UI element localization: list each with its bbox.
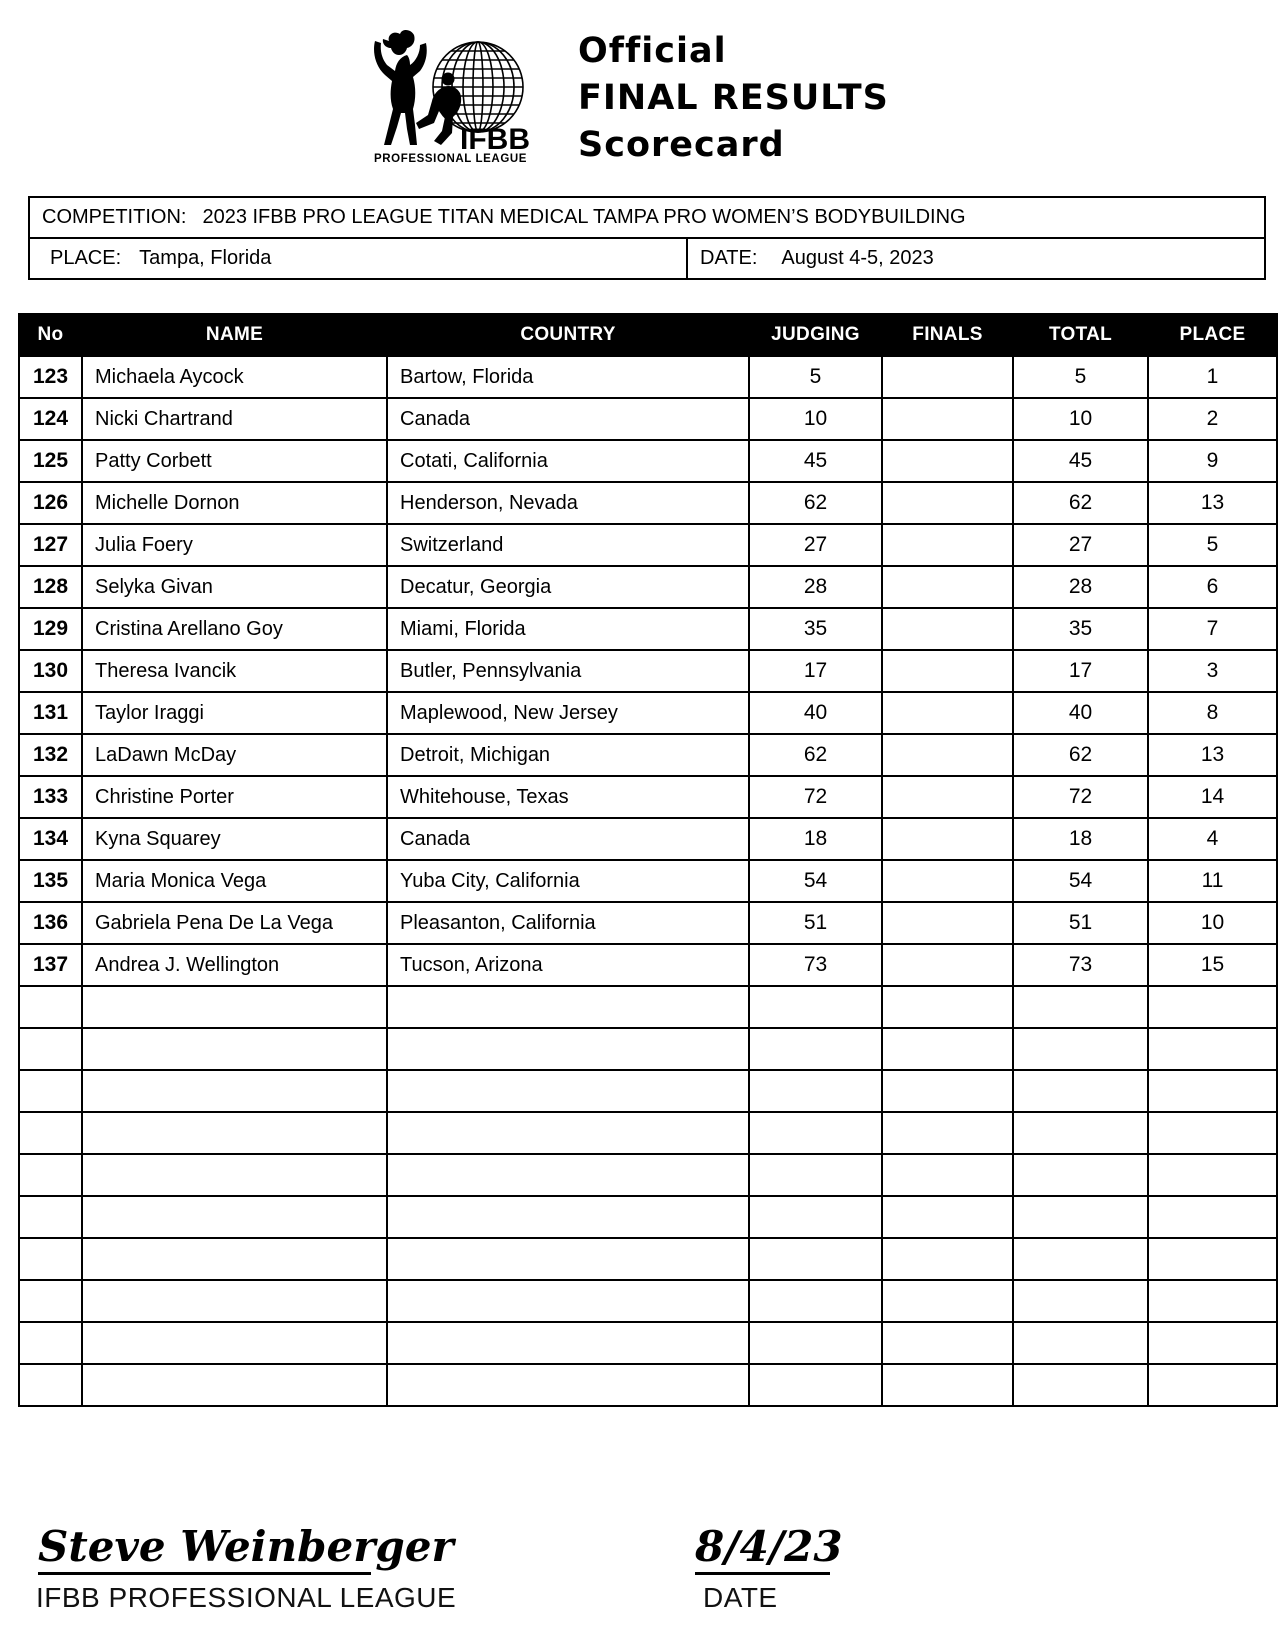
cell-country: Bartow, Florida xyxy=(387,356,749,398)
empty-cell xyxy=(82,986,387,1028)
empty-cell xyxy=(387,1364,749,1406)
cell-judging: 18 xyxy=(749,818,882,860)
cell-country: Detroit, Michigan xyxy=(387,734,749,776)
cell-place: 8 xyxy=(1148,692,1277,734)
column-header-no: No xyxy=(19,314,82,356)
cell-name: Kyna Squarey xyxy=(82,818,387,860)
cell-judging: 73 xyxy=(749,944,882,986)
ifbb-logo xyxy=(352,25,537,165)
empty-cell xyxy=(882,1196,1013,1238)
empty-cell xyxy=(1013,986,1148,1028)
date-label: DATE: xyxy=(700,247,758,269)
cell-name: Theresa Ivancik xyxy=(82,650,387,692)
column-header-total: TOTAL xyxy=(1013,314,1148,356)
cell-name: Cristina Arellano Goy xyxy=(82,608,387,650)
title-line-scorecard: Scorecard xyxy=(578,125,785,165)
title-line-official: Official xyxy=(578,31,727,71)
table-row xyxy=(19,944,1277,986)
cell-country: Whitehouse, Texas xyxy=(387,776,749,818)
column-header-country: COUNTRY xyxy=(387,314,749,356)
empty-cell xyxy=(387,1028,749,1070)
cell-judging: 51 xyxy=(749,902,882,944)
empty-cell xyxy=(387,1280,749,1322)
cell-total: 17 xyxy=(1013,650,1148,692)
empty-cell xyxy=(387,1070,749,1112)
cell-finals xyxy=(882,902,1013,944)
results-table-body xyxy=(19,356,1277,1406)
empty-cell xyxy=(1148,1364,1277,1406)
empty-cell xyxy=(387,1238,749,1280)
empty-cell xyxy=(19,1364,82,1406)
cell-country: Yuba City, California xyxy=(387,860,749,902)
empty-cell xyxy=(1013,1154,1148,1196)
competition-value: 2023 IFBB PRO LEAGUE TITAN MEDICAL TAMPA PRO WOMEN’S BODYBUILDING xyxy=(202,206,966,228)
cell-judging: 54 xyxy=(749,860,882,902)
table-row xyxy=(19,398,1277,440)
results-table xyxy=(18,313,1278,1407)
table-row xyxy=(19,734,1277,776)
table-row xyxy=(19,524,1277,566)
cell-country: Canada xyxy=(387,398,749,440)
cell-no: 129 xyxy=(19,608,82,650)
empty-table-row xyxy=(19,1364,1277,1406)
cell-name: Christine Porter xyxy=(82,776,387,818)
competition-label: COMPETITION: xyxy=(42,206,187,228)
cell-country: Miami, Florida xyxy=(387,608,749,650)
cell-no: 135 xyxy=(19,860,82,902)
empty-table-row xyxy=(19,1070,1277,1112)
table-row xyxy=(19,902,1277,944)
cell-total: 51 xyxy=(1013,902,1148,944)
empty-cell xyxy=(882,1280,1013,1322)
cell-country: Decatur, Georgia xyxy=(387,566,749,608)
cell-place: 11 xyxy=(1148,860,1277,902)
empty-table-row xyxy=(19,1154,1277,1196)
cell-no: 137 xyxy=(19,944,82,986)
empty-cell xyxy=(882,1154,1013,1196)
empty-cell xyxy=(749,1028,882,1070)
empty-cell xyxy=(387,986,749,1028)
cell-finals xyxy=(882,482,1013,524)
empty-cell xyxy=(1148,986,1277,1028)
cell-name: Taylor Iraggi xyxy=(82,692,387,734)
cell-finals xyxy=(882,860,1013,902)
date-cell xyxy=(687,238,1265,279)
place-date-row xyxy=(29,238,1265,279)
cell-place: 5 xyxy=(1148,524,1277,566)
cell-place: 10 xyxy=(1148,902,1277,944)
empty-cell xyxy=(387,1154,749,1196)
empty-cell xyxy=(882,1364,1013,1406)
empty-cell xyxy=(749,1322,882,1364)
cell-place: 4 xyxy=(1148,818,1277,860)
ifbb-logo-graphic xyxy=(352,25,537,165)
cell-no: 132 xyxy=(19,734,82,776)
cell-judging: 10 xyxy=(749,398,882,440)
signature-date: 8/4/23 xyxy=(695,1522,830,1575)
cell-place: 13 xyxy=(1148,734,1277,776)
cell-judging: 17 xyxy=(749,650,882,692)
empty-cell xyxy=(749,1238,882,1280)
table-row xyxy=(19,776,1277,818)
empty-table-row xyxy=(19,1112,1277,1154)
cell-total: 62 xyxy=(1013,482,1148,524)
cell-finals xyxy=(882,566,1013,608)
empty-cell xyxy=(82,1070,387,1112)
cell-finals xyxy=(882,734,1013,776)
empty-cell xyxy=(749,1154,882,1196)
empty-cell xyxy=(1013,1112,1148,1154)
cell-finals xyxy=(882,650,1013,692)
signature-org-label: IFBB PROFESSIONAL LEAGUE xyxy=(36,1582,457,1613)
cell-country: Maplewood, New Jersey xyxy=(387,692,749,734)
empty-cell xyxy=(1013,1364,1148,1406)
cell-total: 54 xyxy=(1013,860,1148,902)
empty-cell xyxy=(749,986,882,1028)
cell-place: 15 xyxy=(1148,944,1277,986)
cell-place: 9 xyxy=(1148,440,1277,482)
cell-total: 62 xyxy=(1013,734,1148,776)
cell-name: Patty Corbett xyxy=(82,440,387,482)
cell-finals xyxy=(882,398,1013,440)
cell-finals xyxy=(882,944,1013,986)
place-value: Tampa, Florida xyxy=(139,247,272,269)
cell-no: 131 xyxy=(19,692,82,734)
empty-cell xyxy=(1148,1238,1277,1280)
empty-cell xyxy=(1013,1070,1148,1112)
empty-cell xyxy=(19,1280,82,1322)
empty-cell xyxy=(1148,1196,1277,1238)
empty-cell xyxy=(19,1154,82,1196)
cell-place: 2 xyxy=(1148,398,1277,440)
bodybuilders-icon xyxy=(374,30,461,145)
cell-country: Tucson, Arizona xyxy=(387,944,749,986)
cell-judging: 62 xyxy=(749,482,882,524)
empty-table-row xyxy=(19,1028,1277,1070)
cell-judging: 62 xyxy=(749,734,882,776)
empty-table-row xyxy=(19,1238,1277,1280)
cell-place: 7 xyxy=(1148,608,1277,650)
empty-cell xyxy=(19,1196,82,1238)
cell-country: Henderson, Nevada xyxy=(387,482,749,524)
table-row xyxy=(19,860,1277,902)
empty-cell xyxy=(1013,1196,1148,1238)
cell-total: 35 xyxy=(1013,608,1148,650)
cell-judging: 27 xyxy=(749,524,882,566)
cell-country: Butler, Pennsylvania xyxy=(387,650,749,692)
place-label: PLACE: xyxy=(50,247,122,269)
competition-row xyxy=(29,197,1265,238)
cell-judging: 5 xyxy=(749,356,882,398)
cell-finals xyxy=(882,818,1013,860)
competition-info-box xyxy=(28,196,1266,280)
date-value: August 4-5, 2023 xyxy=(781,247,934,269)
cell-total: 72 xyxy=(1013,776,1148,818)
document-title xyxy=(578,28,889,169)
cell-judging: 40 xyxy=(749,692,882,734)
cell-name: Nicki Chartrand xyxy=(82,398,387,440)
cell-name: Maria Monica Vega xyxy=(82,860,387,902)
cell-country: Cotati, California xyxy=(387,440,749,482)
empty-cell xyxy=(882,1322,1013,1364)
empty-cell xyxy=(19,1028,82,1070)
footer-date-label: DATE xyxy=(703,1582,778,1613)
empty-table-row xyxy=(19,1322,1277,1364)
cell-judging: 45 xyxy=(749,440,882,482)
signature: Steve Weinberger xyxy=(38,1522,371,1575)
cell-judging: 28 xyxy=(749,566,882,608)
cell-place: 6 xyxy=(1148,566,1277,608)
cell-name: LaDawn McDay xyxy=(82,734,387,776)
cell-total: 40 xyxy=(1013,692,1148,734)
column-header-finals: FINALS xyxy=(882,314,1013,356)
table-row xyxy=(19,650,1277,692)
empty-cell xyxy=(82,1280,387,1322)
cell-place: 14 xyxy=(1148,776,1277,818)
cell-judging: 35 xyxy=(749,608,882,650)
empty-table-row xyxy=(19,1280,1277,1322)
empty-cell xyxy=(387,1196,749,1238)
cell-no: 128 xyxy=(19,566,82,608)
empty-cell xyxy=(1148,1028,1277,1070)
cell-total: 5 xyxy=(1013,356,1148,398)
empty-cell xyxy=(1013,1028,1148,1070)
cell-name: Michelle Dornon xyxy=(82,482,387,524)
cell-finals xyxy=(882,524,1013,566)
cell-no: 124 xyxy=(19,398,82,440)
cell-finals xyxy=(882,440,1013,482)
cell-country: Switzerland xyxy=(387,524,749,566)
logo-subtitle: PROFESSIONAL LEAGUE xyxy=(374,153,528,165)
table-row xyxy=(19,692,1277,734)
table-row xyxy=(19,482,1277,524)
empty-cell xyxy=(1013,1280,1148,1322)
empty-cell xyxy=(82,1196,387,1238)
place-cell xyxy=(29,238,687,279)
empty-cell xyxy=(82,1364,387,1406)
empty-cell xyxy=(749,1364,882,1406)
cell-no: 136 xyxy=(19,902,82,944)
table-row xyxy=(19,608,1277,650)
cell-country: Pleasanton, California xyxy=(387,902,749,944)
column-header-name: NAME xyxy=(82,314,387,356)
cell-no: 134 xyxy=(19,818,82,860)
title-line-final-results: FINAL RESULTS xyxy=(578,78,889,118)
empty-cell xyxy=(749,1280,882,1322)
cell-total: 45 xyxy=(1013,440,1148,482)
logo-ifbb-text: IFBB xyxy=(460,123,530,156)
table-row xyxy=(19,440,1277,482)
cell-place: 1 xyxy=(1148,356,1277,398)
empty-cell xyxy=(1148,1070,1277,1112)
cell-judging: 72 xyxy=(749,776,882,818)
cell-place: 3 xyxy=(1148,650,1277,692)
empty-cell xyxy=(882,1070,1013,1112)
cell-finals xyxy=(882,356,1013,398)
cell-total: 10 xyxy=(1013,398,1148,440)
empty-cell xyxy=(1148,1112,1277,1154)
table-row xyxy=(19,818,1277,860)
empty-cell xyxy=(19,1070,82,1112)
empty-cell xyxy=(387,1322,749,1364)
empty-cell xyxy=(82,1154,387,1196)
cell-name: Selyka Givan xyxy=(82,566,387,608)
cell-country: Canada xyxy=(387,818,749,860)
empty-cell xyxy=(882,986,1013,1028)
cell-place: 13 xyxy=(1148,482,1277,524)
empty-cell xyxy=(882,1112,1013,1154)
empty-table-row xyxy=(19,1196,1277,1238)
cell-total: 28 xyxy=(1013,566,1148,608)
empty-cell xyxy=(1148,1322,1277,1364)
empty-cell xyxy=(1013,1238,1148,1280)
cell-finals xyxy=(882,692,1013,734)
empty-cell xyxy=(1148,1154,1277,1196)
empty-cell xyxy=(882,1028,1013,1070)
cell-name: Michaela Aycock xyxy=(82,356,387,398)
column-header-judging: JUDGING xyxy=(749,314,882,356)
cell-no: 133 xyxy=(19,776,82,818)
cell-no: 123 xyxy=(19,356,82,398)
empty-cell xyxy=(387,1112,749,1154)
cell-total: 73 xyxy=(1013,944,1148,986)
table-row xyxy=(19,566,1277,608)
cell-no: 127 xyxy=(19,524,82,566)
cell-name: Gabriela Pena De La Vega xyxy=(82,902,387,944)
cell-no: 125 xyxy=(19,440,82,482)
empty-cell xyxy=(19,1112,82,1154)
empty-cell xyxy=(1013,1322,1148,1364)
cell-finals xyxy=(882,608,1013,650)
empty-cell xyxy=(749,1070,882,1112)
empty-cell xyxy=(19,986,82,1028)
empty-cell xyxy=(1148,1280,1277,1322)
empty-cell xyxy=(882,1238,1013,1280)
empty-cell xyxy=(19,1238,82,1280)
empty-cell xyxy=(749,1196,882,1238)
empty-cell xyxy=(749,1112,882,1154)
cell-finals xyxy=(882,776,1013,818)
empty-cell xyxy=(19,1322,82,1364)
cell-no: 126 xyxy=(19,482,82,524)
cell-total: 18 xyxy=(1013,818,1148,860)
empty-cell xyxy=(82,1028,387,1070)
results-header-row xyxy=(19,314,1277,356)
table-row xyxy=(19,356,1277,398)
empty-cell xyxy=(82,1322,387,1364)
empty-table-row xyxy=(19,986,1277,1028)
empty-cell xyxy=(82,1238,387,1280)
competition-cell xyxy=(29,197,1265,238)
column-header-place: PLACE xyxy=(1148,314,1277,356)
cell-name: Julia Foery xyxy=(82,524,387,566)
cell-name: Andrea J. Wellington xyxy=(82,944,387,986)
cell-no: 130 xyxy=(19,650,82,692)
empty-cell xyxy=(82,1112,387,1154)
cell-total: 27 xyxy=(1013,524,1148,566)
